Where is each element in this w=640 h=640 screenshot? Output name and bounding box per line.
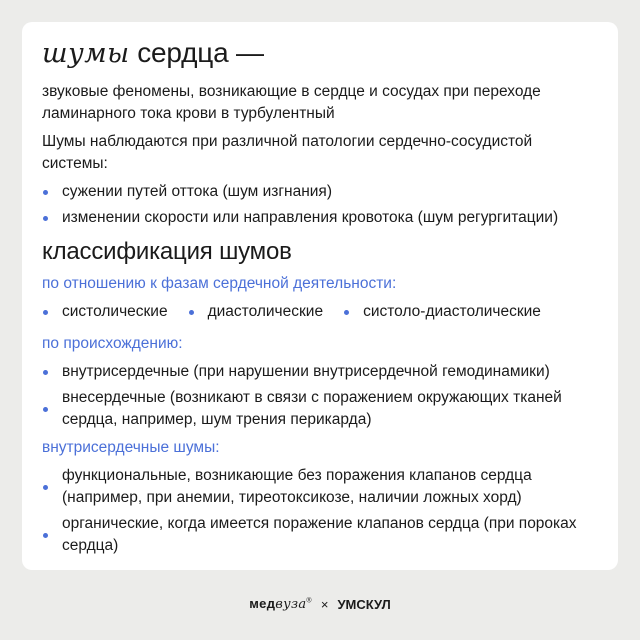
- phase-subheading: по отношению к фазам сердечной деятельности:: [42, 275, 397, 292]
- list-item: сужении путей оттока (шум изгнания): [42, 181, 598, 203]
- list-item: диастолические: [188, 301, 324, 323]
- list-item: функциональные, возникающие без поражения клапанов сердца (например, при анемии, тиреотоксикозе, наличии ложных хорд): [42, 465, 598, 509]
- intracardiac-subheading: внутрисердечные шумы:: [42, 439, 220, 456]
- causes-list: [42, 181, 598, 229]
- phase-list: [42, 301, 598, 327]
- list-item: систоло-диастолические: [343, 301, 541, 323]
- umskul-logo: УМСКУЛ: [337, 596, 391, 612]
- medvuza-logo: медвуза®: [249, 596, 312, 612]
- intracardiac-list: [42, 465, 598, 557]
- list-item: органические, когда имеется поражение клапанов сердца (при пороках сердца): [42, 513, 598, 557]
- classification-heading: классификация шумов: [42, 238, 292, 265]
- list-item: изменении скорости или направления кровотока (шум регургитации): [42, 207, 598, 229]
- observation-text: Шумы наблюдаются при различной патологии сердечно-сосудистой системы:: [42, 133, 533, 172]
- list-item: систолические: [42, 301, 168, 323]
- list-item: внутрисердечные (при нарушении внутрисердечной гемодинамики): [42, 361, 598, 383]
- page-title: [42, 36, 598, 71]
- times-separator: ×: [320, 596, 329, 612]
- title-rest: сердца —: [129, 37, 264, 68]
- origin-list: [42, 361, 598, 431]
- content-card: [22, 22, 618, 570]
- definition-text: звуковые феномены, возникающие в сердце и сосудах при переходе ламинарного тока крови в турбулентный: [42, 83, 541, 122]
- footer-logos: [0, 592, 640, 616]
- origin-subheading: по происхождению:: [42, 335, 183, 352]
- list-item: внесердечные (возникают в связи с поражением окружающих тканей сердца, например, шум трения перикарда): [42, 387, 598, 431]
- title-accent: шумы: [42, 38, 130, 69]
